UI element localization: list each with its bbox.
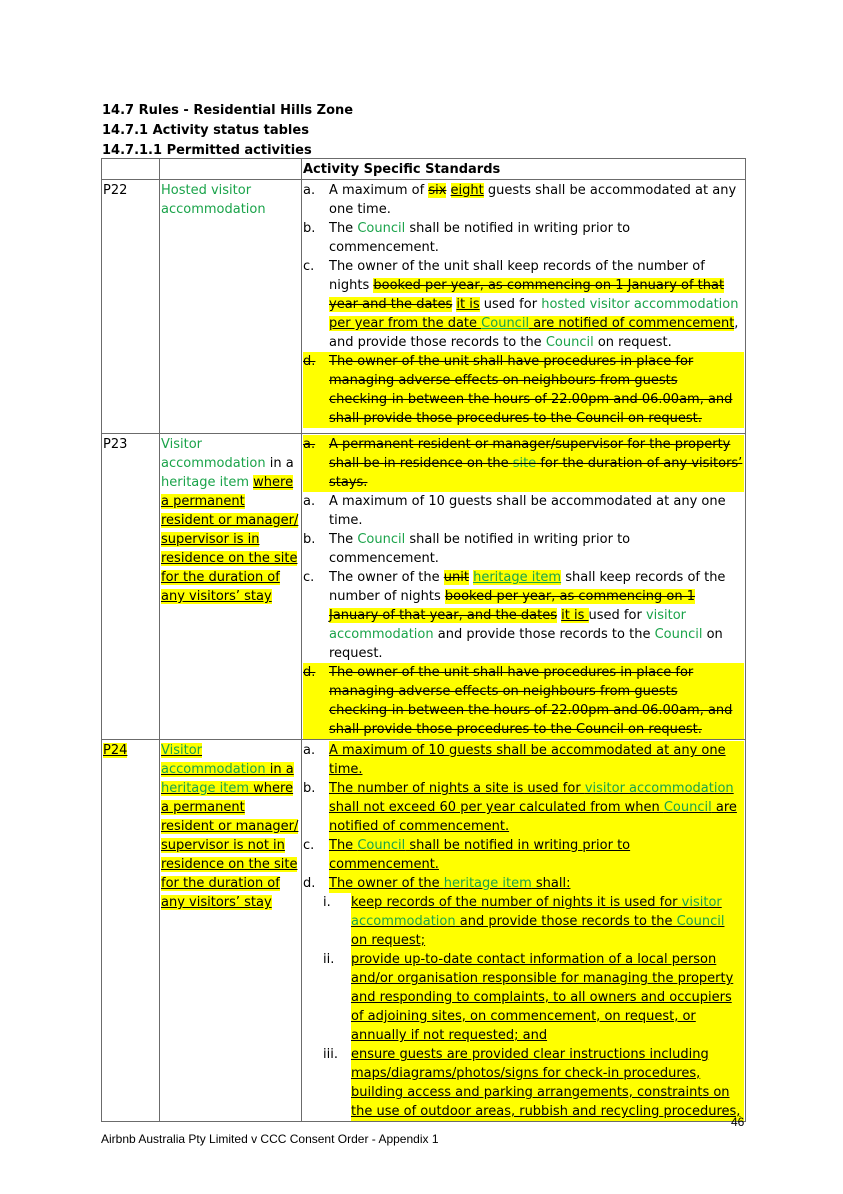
activity-cell — [160, 180, 302, 434]
sub-list-item: ii. provide up-to-date contact information of a local person and/or organisation responsible for managing the property and responding to complaints, to all owners and occupiers of adjoining sites, on commencement, on request, or annually if not requested; and — [311, 950, 744, 1045]
sub-list-item: iii. ensure guests are provided clear instructions including maps/diagrams/photos/signs for check-in procedures, building access and parking arrangements, constraints on the use of outdoor areas, rubbish and recycling procedures, — [311, 1045, 744, 1121]
list-item: b. The number of nights a site is used for visitor accommodation shall not exceed 60 per year calculated from when Council are notified of commencement. — [303, 779, 744, 836]
activity-cell: Visitor accommodation in a heritage item where a permanent resident or manager/ supervisor is in residence on the site for the duration of any visitors’ stay — [160, 434, 302, 740]
page-number: 46 — [731, 1115, 745, 1129]
header-standards: Activity Specific Standards — [302, 159, 746, 180]
list-item-deleted: a. A permanent resident or manager/supervisor for the property shall be in residence on the site for the duration of any visitors’ stays. — [303, 437, 743, 490]
table-header-row — [102, 159, 746, 180]
list-item: c. The Council shall be notified in writing prior to commencement. — [303, 836, 744, 874]
table-row-p23 — [102, 434, 746, 740]
heading-permitted: 14.7.1.1 Permitted activities — [102, 143, 312, 158]
list-item: d. The owner of the heritage item shall: — [303, 874, 744, 893]
standards-cell — [302, 180, 746, 434]
list-item: b. The Council shall be notified in writing prior to commencement. — [303, 221, 631, 255]
heading-zone: 14.7 Rules - Residential Hills Zone — [102, 103, 354, 118]
heading-activity-status: 14.7.1 Activity status tables — [102, 123, 309, 138]
list-item: b. The Council shall be notified in writing prior to commencement. — [303, 532, 631, 566]
footer-text: Airbnb Australia Pty Limited v CCC Consent Order - Appendix 1 — [101, 1132, 439, 1146]
list-item-deleted: d. The owner of the unit shall have procedures in place for managing adverse effects on neighbours from guests checking-in between the hours of 22.00pm and 06.00am, and shall provide those procedures to the Council on request. — [303, 663, 744, 739]
list-item: a. A maximum of 10 guests shall be accommodated at any one time. — [303, 494, 726, 528]
header-empty-1 — [102, 159, 160, 180]
rule-code: P24 — [102, 740, 160, 1122]
activity-term: Hosted visitor accommodation — [161, 183, 266, 217]
header-empty-2 — [160, 159, 302, 180]
permitted-activities-table — [101, 158, 746, 1122]
table-row-p24 — [102, 740, 746, 1122]
rule-code: P22 — [102, 180, 160, 434]
list-item: c. The owner of the unit heritage item shall keep records of the number of nights booked per year, as commencing on 1 January of that year, and the dates it is used for visitor accommodation and provide those records to the Council on request. — [303, 570, 726, 661]
list-item: a. A maximum of 10 guests shall be accommodated at any one time. — [303, 741, 744, 779]
rule-code: P23 — [102, 434, 160, 740]
sub-list-item: i. keep records of the number of nights it is used for visitor accommodation and provide those records to the Council on request; — [311, 893, 744, 950]
table-row-p22 — [102, 180, 746, 434]
list-item: c. The owner of the unit shall keep records of the number of nights booked per year, as commencing on 1 January of that year and the dates it is used for hosted visitor accommodation per year from the date Council are notified of commencement, and provide those records to the Council on request. — [303, 259, 739, 350]
activity-cell: Visitor accommodation in a heritage item where a permanent resident or manager/ supervisor is not in residence on the site for the duration of any visitors’ stay — [160, 740, 302, 1122]
standards-cell — [302, 434, 746, 740]
list-item: a. A maximum of six eight guests shall be accommodated at any one time. — [303, 183, 737, 217]
standards-cell — [302, 740, 746, 1122]
section-headings — [102, 101, 353, 161]
list-item-deleted: d. The owner of the unit shall have procedures in place for managing adverse effects on neighbours from guests checking-in between the hours of 22.00pm and 06.00am, and shall provide those procedures to the Council on request. — [303, 352, 744, 428]
